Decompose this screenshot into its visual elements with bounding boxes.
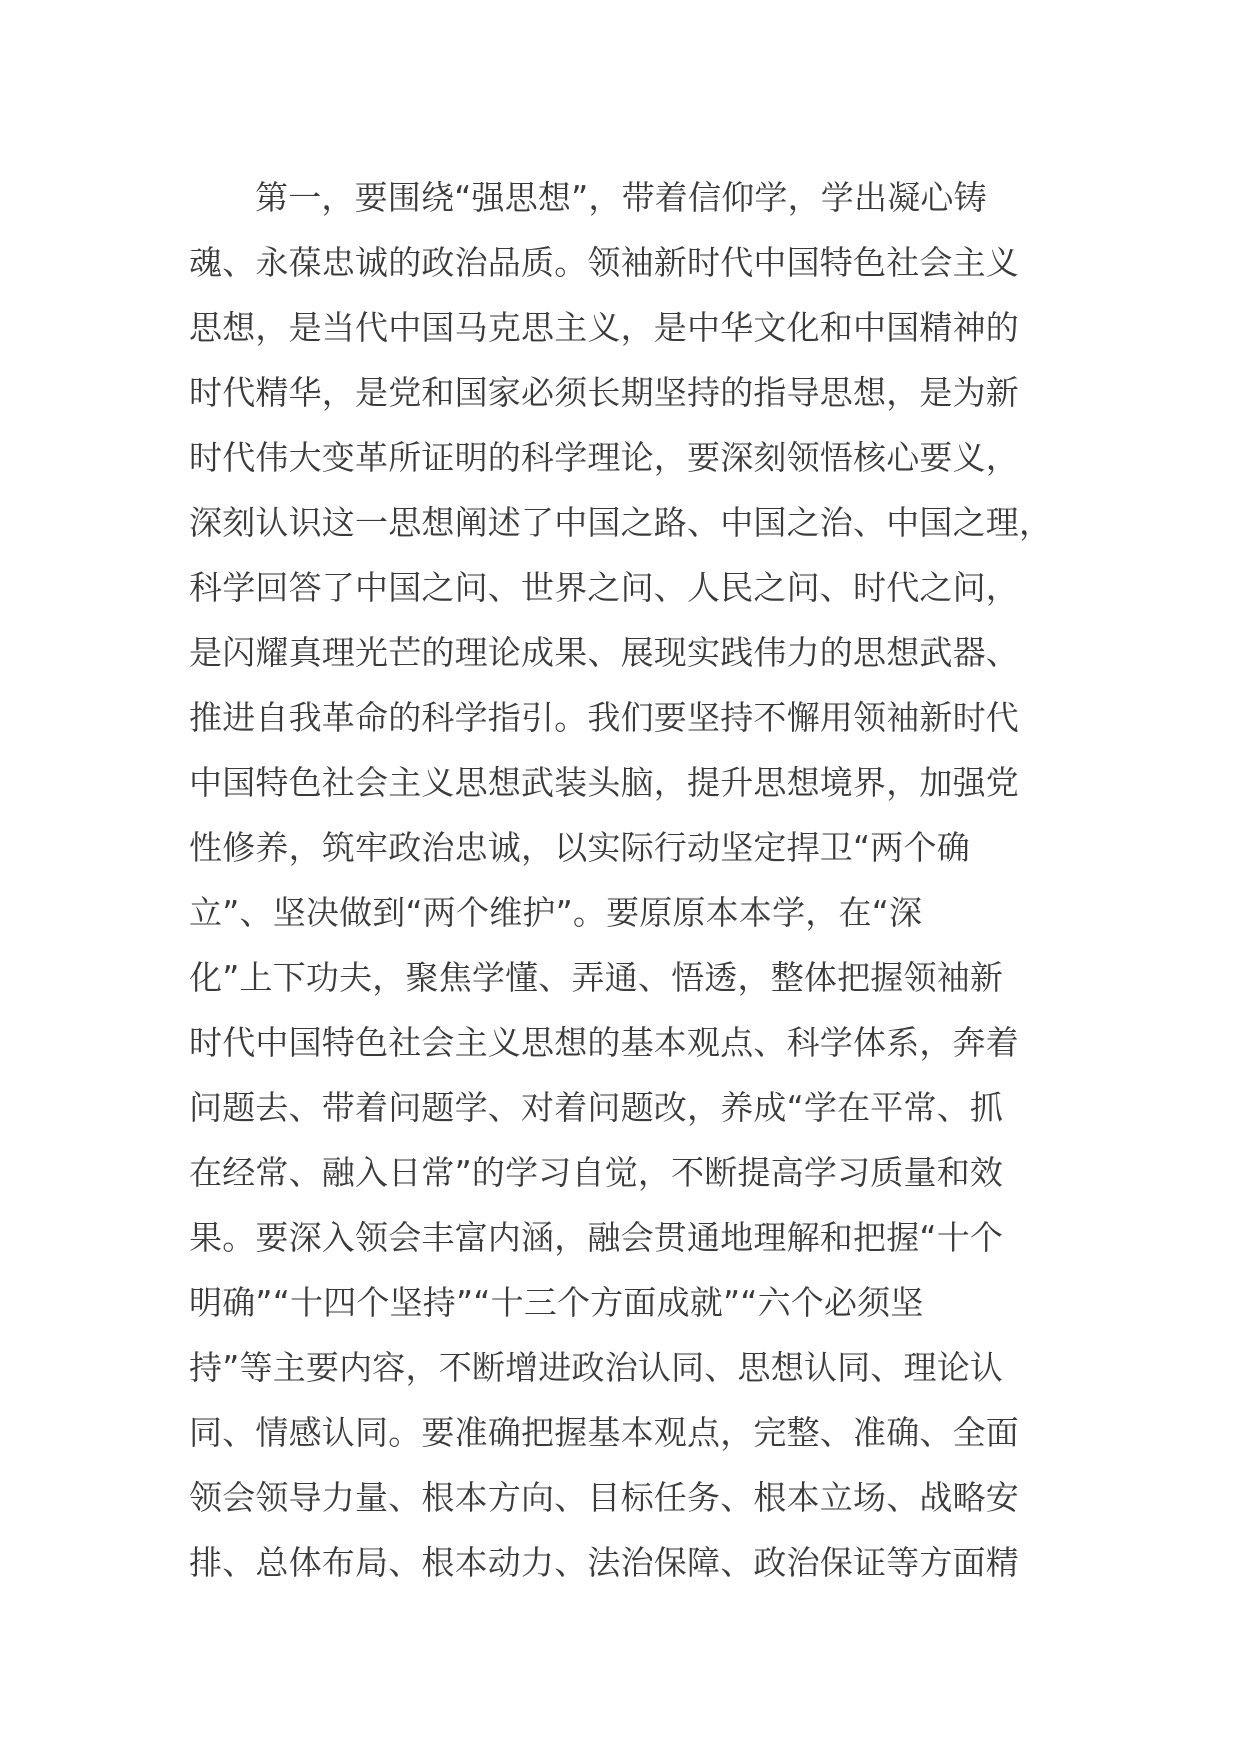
paragraph-line: 时代伟大变革所证明的科学理论，要深刻领悟核心要义， xyxy=(189,438,1019,477)
paragraph-line: 在经常、融入日常”的学习自觉，不断提高学习质量和效 xyxy=(189,1153,1004,1192)
paragraph-line: 思想，是当代中国马克思主义，是中华文化和中国精神的 xyxy=(189,308,1019,347)
paragraph-line: 推进自我革命的科学指引。我们要坚持不懈用领袖新时代 xyxy=(189,698,1019,737)
paragraph-line: 深刻认识这一思想阐述了中国之路、中国之治、中国之理， xyxy=(189,503,1053,542)
paragraph-line: 第一，要围绕“强思想”，带着信仰学，学出凝心铸 xyxy=(255,178,987,217)
paragraph-line: 时代精华，是党和国家必须长期坚持的指导思想，是为新 xyxy=(189,373,1019,412)
paragraph-line: 化”上下功夫，聚焦学懂、弄通、悟透，整体把握领袖新 xyxy=(189,958,1004,997)
paragraph-line: 科学回答了中国之问、世界之问、人民之问、时代之问， xyxy=(189,568,1019,607)
paragraph-line: 中国特色社会主义思想武装头脑，提升思想境界，加强党 xyxy=(189,763,1019,802)
paragraph-line: 立”、坚决做到“两个维护”。要原原本本学，在“深 xyxy=(189,893,923,932)
paragraph-line: 时代中国特色社会主义思想的基本观点、科学体系，奔着 xyxy=(189,1023,1019,1062)
paragraph-line: 果。要深入领会丰富内涵，融会贯通地理解和把握“十个 xyxy=(189,1218,1004,1257)
paragraph-line: 性修养，筑牢政治忠诚，以实际行动坚定捍卫“两个确 xyxy=(189,828,970,867)
paragraph-line: 是闪耀真理光芒的理论成果、展现实践伟力的思想武器、 xyxy=(189,633,1019,672)
paragraph-line: 持”等主要内容，不断增进政治认同、思想认同、理论认 xyxy=(189,1348,1004,1387)
paragraph-line: 领会领导力量、根本方向、目标任务、根本立场、战略安 xyxy=(189,1478,1019,1517)
paragraph-line: 魂、永葆忠诚的政治品质。领袖新时代中国特色社会主义 xyxy=(189,243,1019,282)
paragraph-line: 问题去、带着问题学、对着问题改，养成“学在平常、抓 xyxy=(189,1088,1004,1127)
paragraph-line: 明确”“十四个坚持”“十三个方面成就”“六个必须坚 xyxy=(189,1283,924,1322)
paragraph-line: 排、总体布局、根本动力、法治保障、政治保证等方面精 xyxy=(189,1543,1019,1582)
paragraph-line: 同、情感认同。要准确把握基本观点，完整、准确、全面 xyxy=(189,1413,1019,1452)
body-paragraph xyxy=(189,165,1069,1595)
